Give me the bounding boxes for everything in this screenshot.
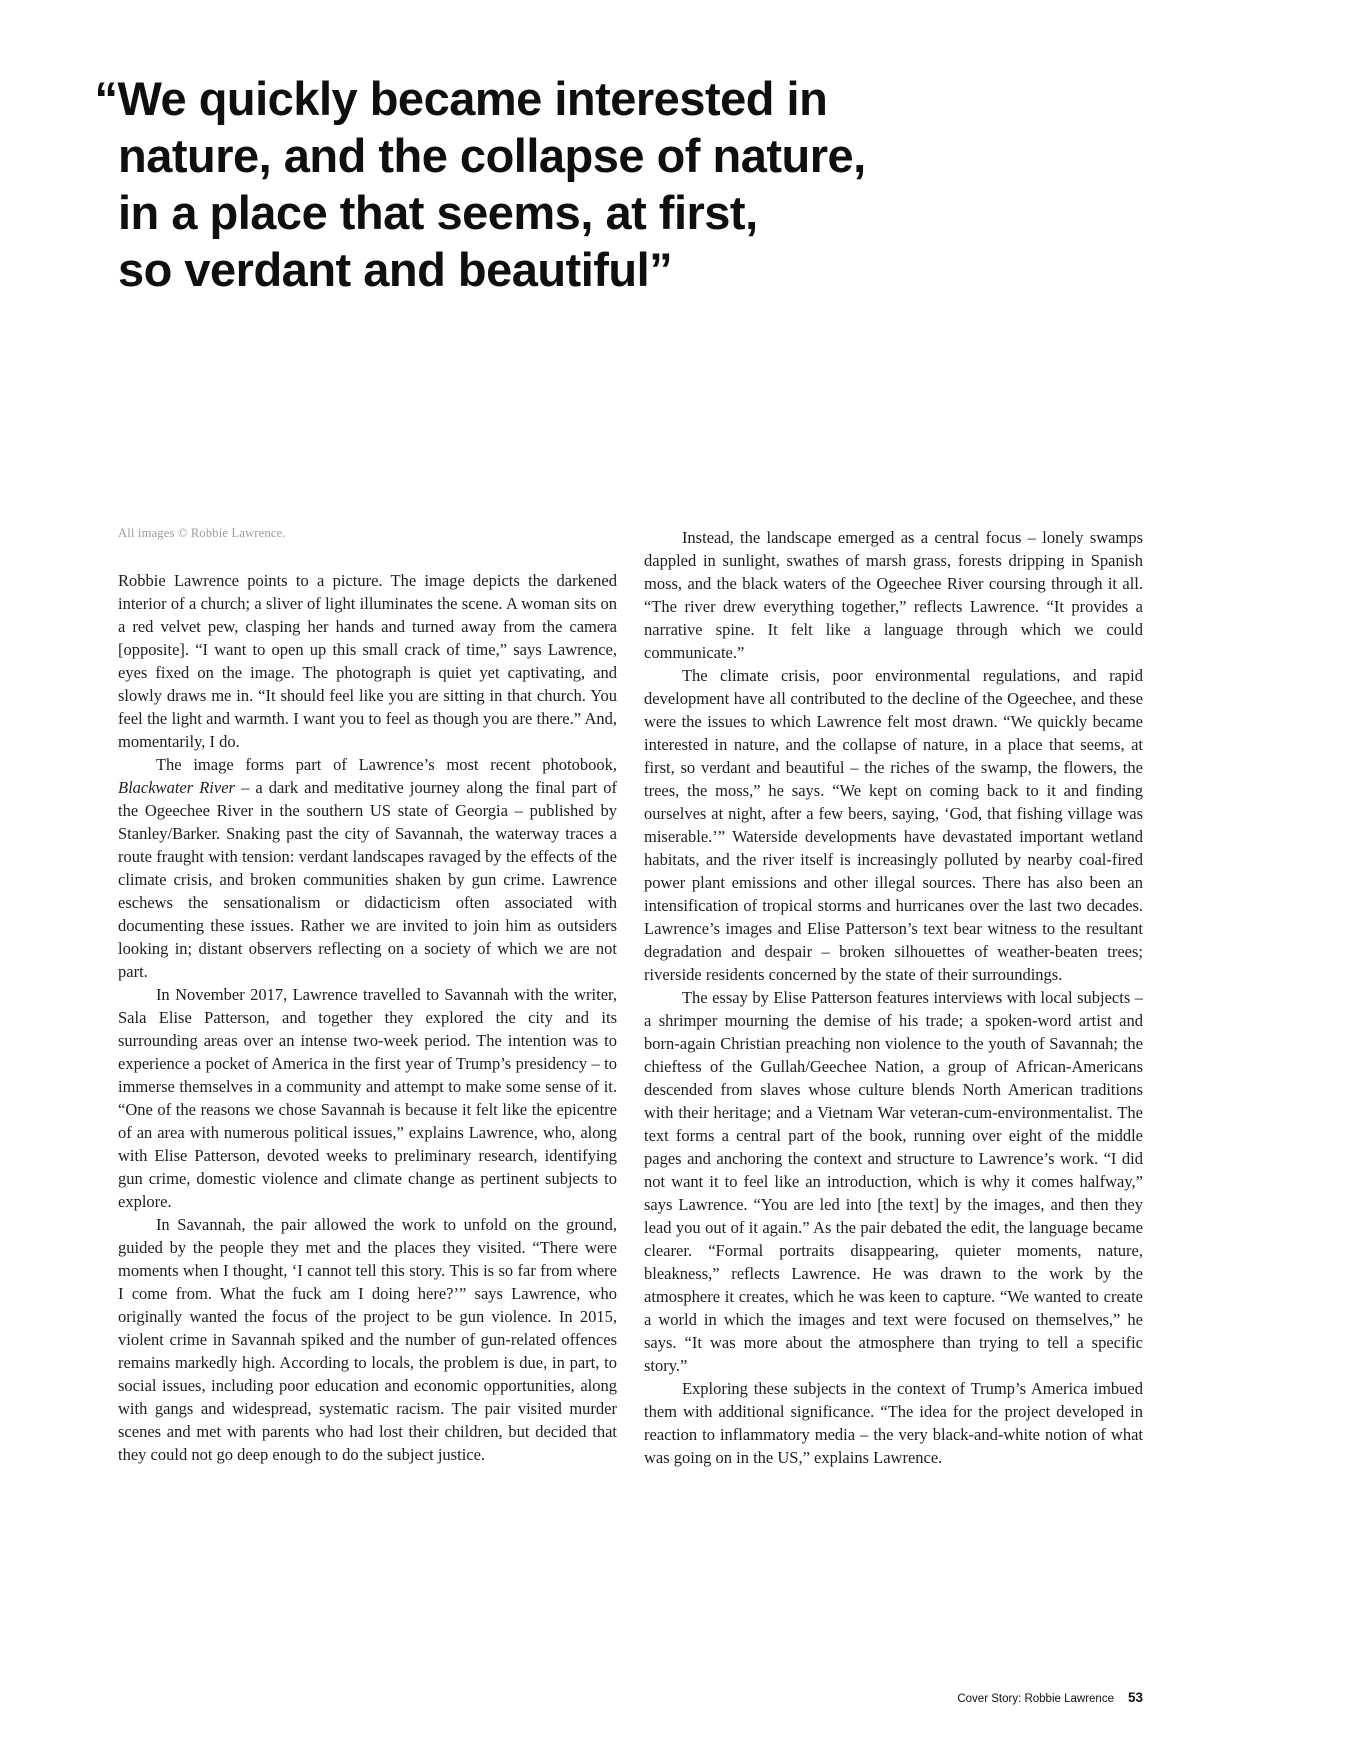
right-column-text (644, 526, 1143, 1469)
headline-line: so verdant and beautiful” (118, 243, 673, 296)
paragraph: The climate crisis, poor environmental regulations, and rapid development have all contributed to the decline of the Ogeechee, and these were the issues to which Lawrence felt most drawn. “We quickly became interested in nature, and the collapse of nature, in a place that seems, at first, so verdant and beautiful – the riches of the swamp, the flowers, the trees, the moss,” he says. “We kept on coming back to it and finding ourselves at night, after a few beers, saying, ‘God, that fishing village was miserable.’” Waterside developments have devastated important wetland habitats, and the river itself is increasingly polluted by nearby coal-fired power plant emissions and other illegal sources. There has also been an intensification of tropical storms and hurricanes over the last two decades. Lawrence’s images and Elise Patterson’s text bear witness to the resultant degradation and despair – broken silhouettes of weather-beaten trees; riverside residents concerned by the state of their surroundings. (644, 666, 1143, 984)
right-column (644, 526, 1143, 1469)
article-body (118, 526, 1143, 1469)
left-column (118, 526, 617, 1469)
paragraph: The essay by Elise Patterson features interviews with local subjects – a shrimper mourning the demise of his trade; a spoken-word artist and born-again Christian preaching non violence to the youth of Savannah; the chieftess of the Gullah/Geechee Nation, a group of African-Americans descended from slaves whose culture blends North American traditions with their heritage; and a Vietnam War veteran-cum-environmentalist. The text forms a central part of the book, running over eight of the middle pages and anchoring the context and structure to Lawrence’s work. “I did not want it to feel like an introduction, which is why it comes halfway,” says Lawrence. “You are led into [the text] by the images, and then they lead you out of it again.” As the pair debated the edit, the language became clearer. “Formal portraits disappearing, quieter moments, nature, bleakness,” reflects Lawrence. He was drawn to the work by the atmosphere it creates, which he was keen to capture. “We wanted to create a world in which the images and text were focused on themselves,” he says. “It was more about the atmosphere than trying to tell a specific story.” (644, 988, 1143, 1375)
paragraph: In November 2017, Lawrence travelled to Savannah with the writer, Sala Elise Patterson, and together they explored the city and its surrounding areas over an intense two-week period. The intention was to experience a pocket of America in the first year of Trump’s presidency – to immerse themselves in a community and attempt to make some sense of it. “One of the reasons we chose Savannah is because it felt like the epicentre of an area with numerous political issues,” explains Lawrence, who, along with Elise Patterson, devoted weeks to preliminary research, identifying gun crime, domestic violence and climate change as pertinent subjects to explore. (118, 985, 617, 1211)
paragraph: The image forms part of Lawrence’s most recent photobook, Blackwater River – a dark and meditative journey along the final part of the Ogeechee River in the southern US state of Georgia – published by Stanley/Barker. Snaking past the city of Savannah, the waterway traces a route fraught with tension: verdant landscapes ravaged by the effects of the climate crisis, and broken communities shaken by gun crime. Lawrence eschews the sensationalism or didacticism often associated with documenting these issues. Rather we are invited to join him as outsiders looking in; distant observers reflecting on a society of which we are not part. (118, 755, 617, 981)
paragraph: Robbie Lawrence points to a picture. The image depicts the darkened interior of a church; a sliver of light illuminates the scene. A woman sits on a red velvet pew, clasping her hands and turned away from the camera [opposite]. “I want to open up this small crack of time,” says Lawrence, eyes fixed on the image. The photograph is quiet yet captivating, and slowly draws me in. “It should feel like you are sitting in that church. You feel the light and warmth. I want you to feel as though you are there.” And, momentarily, I do. (118, 571, 617, 751)
page-number: 53 (1127, 1690, 1143, 1705)
italic-text: Blackwater River (118, 778, 235, 797)
image-credit: All images © Robbie Lawrence. (118, 526, 286, 540)
footer-label: Cover Story: Robbie Lawrence (957, 1693, 1114, 1705)
page-footer (957, 1690, 1143, 1705)
headline-line: “We quickly became interested in (94, 72, 828, 125)
paragraph: In Savannah, the pair allowed the work to unfold on the ground, guided by the people they met and the places they visited. “There were moments when I thought, ‘I cannot tell this story. This is so far from where I come from. What the fuck am I doing here?’” says Lawrence, who originally wanted the focus of the project to be gun violence. In 2015, violent crime in Savannah spiked and the number of gun-related offences remains markedly high. According to locals, the problem is due, in part, to social issues, including poor education and economic opportunities, along with gangs and widespread, systematic racism. The pair visited murder scenes and met with parents who had lost their children, but decided that they could not go deep enough to do the subject justice. (118, 1215, 617, 1464)
paragraph: Exploring these subjects in the context of Trump’s America imbued them with additional significance. “The idea for the project developed in reaction to inflammatory media – the very black-and-white notion of what was going on in the US,” explains Lawrence. (644, 1379, 1143, 1467)
headline-line: nature, and the collapse of nature, (118, 129, 866, 182)
headline-line: in a place that seems, at first, (118, 186, 758, 239)
left-column-text (118, 569, 617, 1466)
paragraph: Instead, the landscape emerged as a central focus – lonely swamps dappled in sunlight, swathes of marsh grass, forests dripping in Spanish moss, and the black waters of the Ogeechee River coursing through it all. “The river drew everything together,” reflects Lawrence. “It provides a narrative spine. It felt like a language through which we could communicate.” (644, 528, 1143, 662)
pull-quote-headline (94, 70, 1198, 298)
